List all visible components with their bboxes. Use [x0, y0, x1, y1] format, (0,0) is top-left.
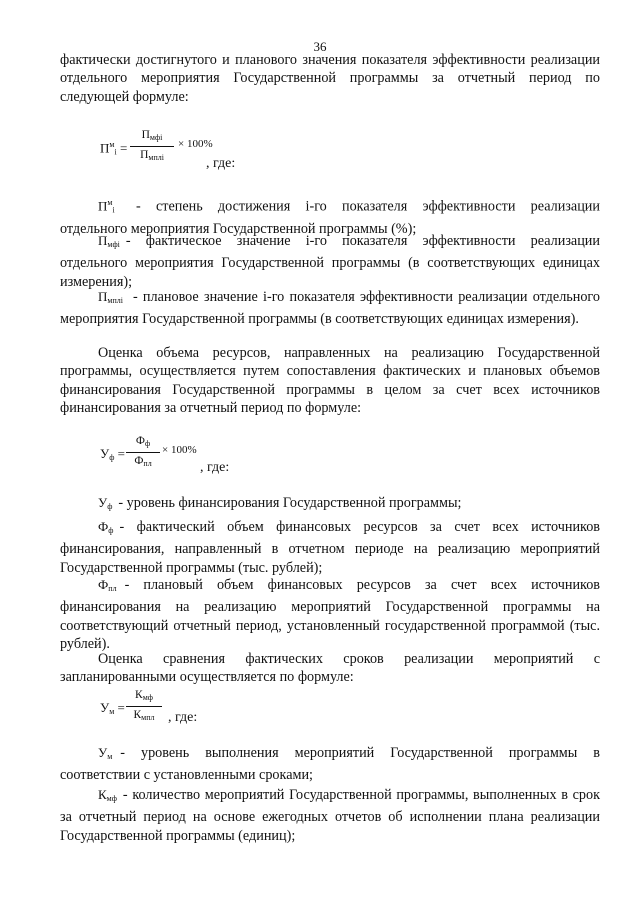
formula-1-fraction: $П_{мфi}$ $П_{мплi}$: [130, 128, 174, 165]
definition-5: $Ф_ф$ - фактический объем финансовых ресурсов за счет всех источников финансирования, направленный в отчетном периоде на реализацию мероприятий Государственной программы (тыс. рублей);: [60, 519, 600, 576]
definition-7: $У_м$ - уровень выполнения мероприятий Государственной программы в соответствии с установленными сроками;: [60, 745, 600, 784]
formula-3-lhs: $У_м$ =: [100, 700, 125, 716]
paragraph-deadlines: Оценка сравнения фактических сроков реализации мероприятий с запланированными осуществляется по формуле:: [60, 651, 600, 686]
page-number: 36: [313, 39, 327, 54]
formula-3-where: , где:: [168, 710, 198, 725]
formula-1-multiplier: × 100%: [178, 138, 213, 150]
formula-1-where: , где:: [206, 156, 236, 171]
definition-8: $К_{мф}$ - количество мероприятий Государственной программы, выполненных в срок за отчетный период на основе ежегодных отчетов об исполнении плана реализации Государственной программы (единиц);: [60, 787, 600, 844]
formula-2-where: , где:: [200, 460, 230, 475]
definition-4: $У_ф$ - уровень финансирования Государственной программы;: [98, 495, 462, 511]
formula-3-fraction: $К_{мф}$ $К_{мпл}$: [126, 688, 162, 725]
definition-2: $П_{мфi}$ - фактическое значение i-го показателя эффективности реализации отдельного мероприятия Государственной программы (в соответствующих единицах измерения);: [60, 233, 600, 290]
paragraph-resources: Оценка объема ресурсов, направленных на реализацию Государственной программы, осуществляется путем сопоставления фактических и плановых объемов финансирования Государственной программы в целом за счет всех источников финансирования за отчетный период по формуле:: [60, 345, 600, 416]
formula-2-fraction: $Ф_ф$ $Ф_{пл}$: [126, 434, 160, 471]
formula-2-lhs: $У_ф$ =: [100, 446, 125, 462]
formula-2-multiplier: × 100%: [162, 444, 197, 456]
definition-1: $П^м_i$ - степень достижения i-го показателя эффективности реализации отдельного мероприятия Государственной программы (%);: [60, 198, 600, 237]
formula-1-lhs: $П^м_i$ =: [100, 140, 128, 157]
definition-3: $П_{мплi}$ - плановое значение i-го показателя эффективности реализации отдельного мероприятия Государственной программы (в соответствующих единицах измерения).: [60, 289, 600, 328]
definition-6: $Ф_{пл}$ - плановый объем финансовых ресурсов за счет всех источников финансирования на реализацию мероприятий Государственной программы на соответствующий отчетный период, установленный государственной программой (тыс. рублей).: [60, 577, 600, 652]
intro-paragraph: фактически достигнутого и планового значения показателя эффективности реализации отдельного мероприятия Государственной программы за отчетный период по следующей формуле:: [60, 52, 600, 105]
